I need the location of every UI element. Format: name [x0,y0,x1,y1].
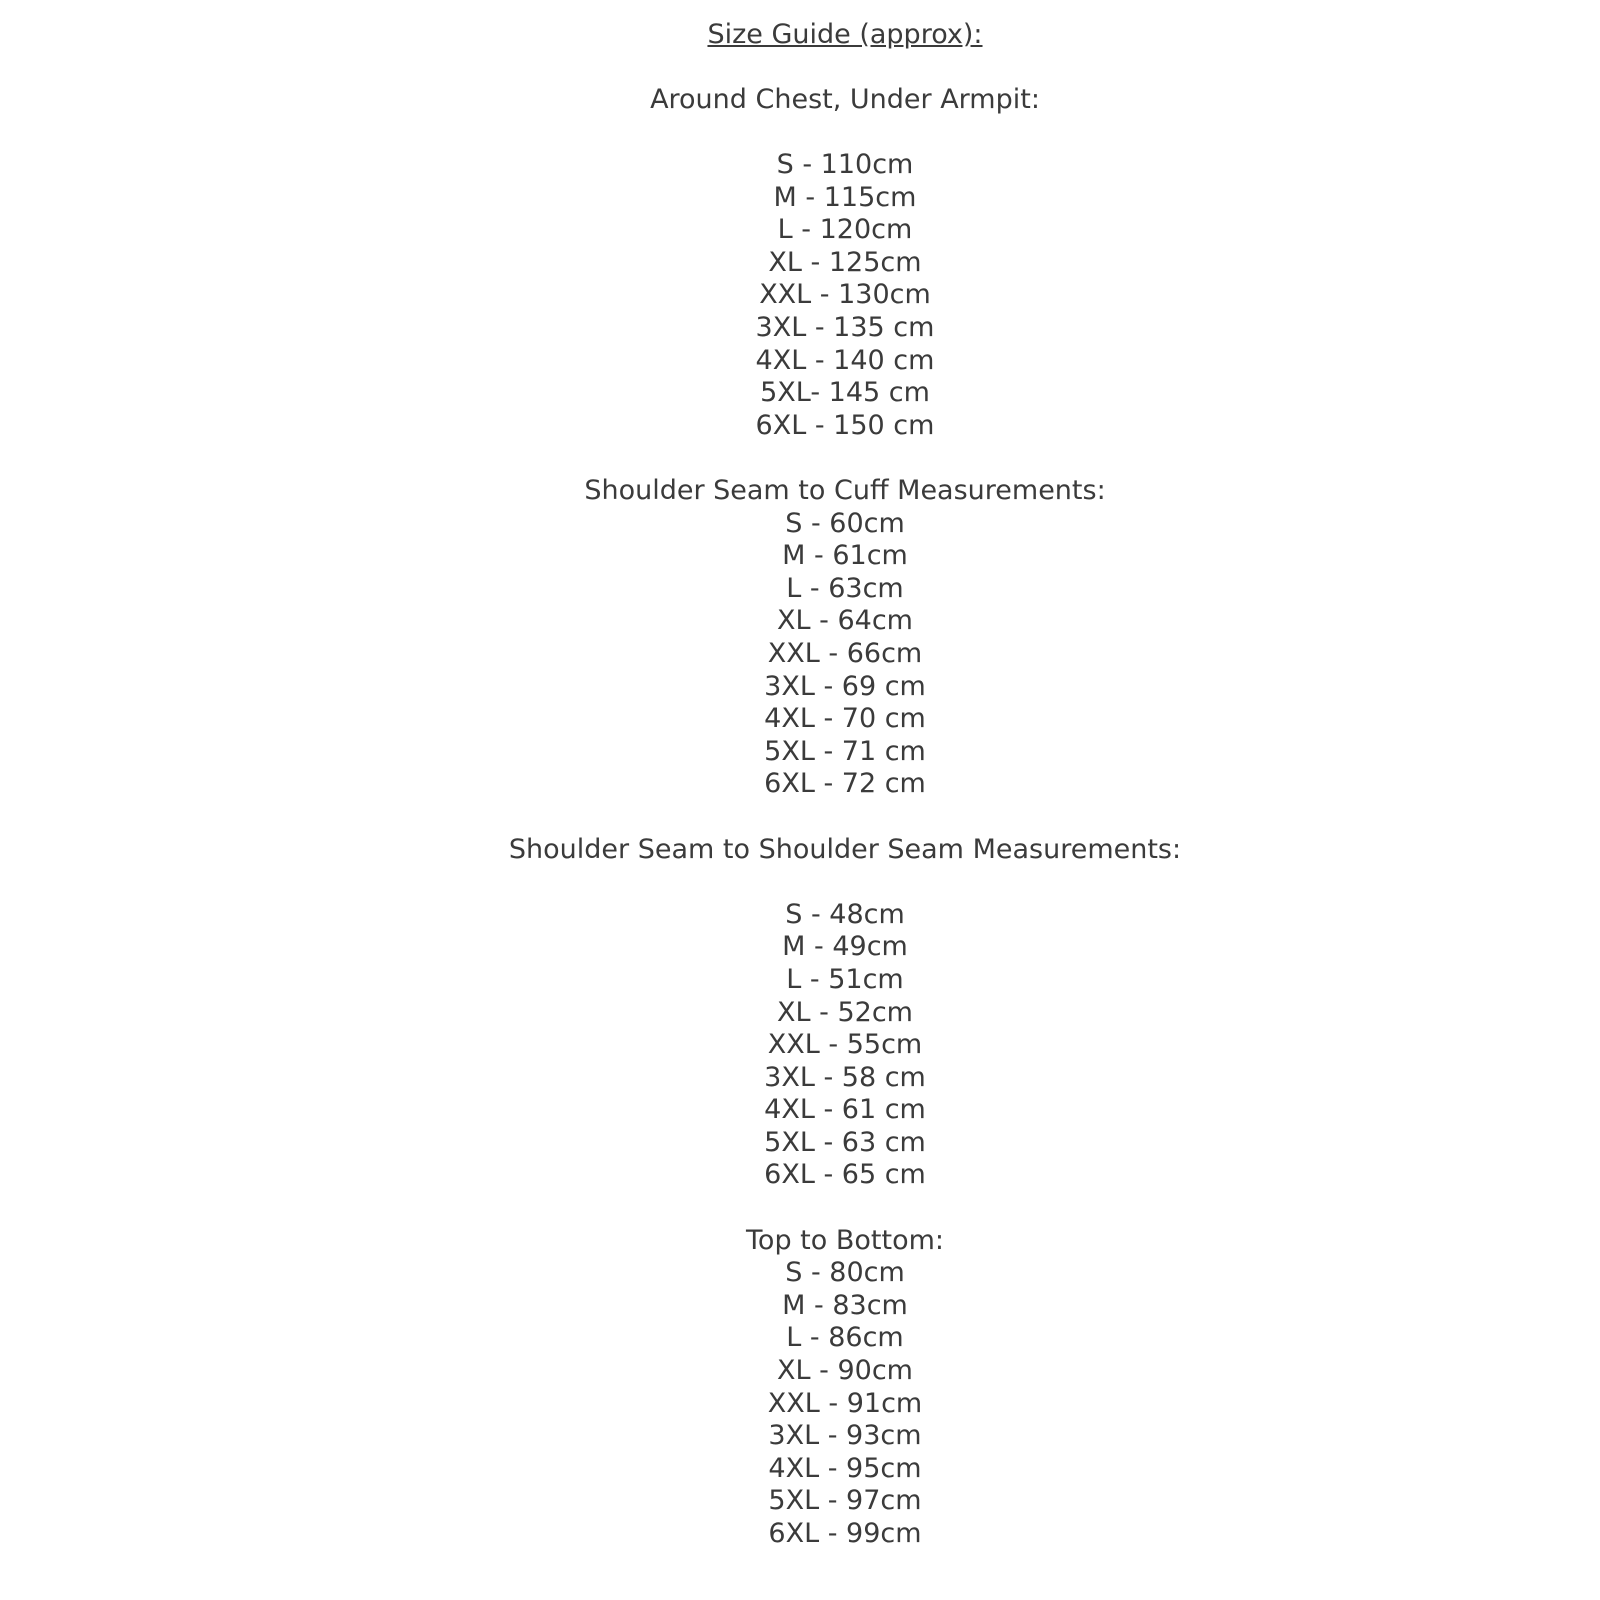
size-row: 4XL - 140 cm [755,344,935,376]
size-row: 6XL - 72 cm [764,768,926,800]
size-row: S - 80cm [785,1257,905,1289]
size-row: L - 51cm [786,963,904,995]
size-row: XL - 64cm [777,605,913,637]
size-section [90,834,1600,1193]
size-row: 5XL - 71 cm [764,735,926,767]
size-row: M - 115cm [773,181,917,213]
size-row: XXL - 66cm [767,637,923,669]
size-row: 4XL - 70 cm [764,703,926,735]
size-row: 4XL - 61 cm [764,1094,926,1126]
size-row: S - 48cm [785,898,905,930]
size-row: 6XL - 99cm [768,1518,922,1549]
size-row: XL - 90cm [777,1355,913,1387]
page-title: Size Guide (approx): [707,18,983,50]
section-header: Around Chest, Under Armpit: [650,83,1040,115]
size-row: XXL - 55cm [767,1029,923,1061]
size-row: XXL - 91cm [767,1387,923,1419]
size-row: 3XL - 135 cm [755,312,935,344]
size-row: 6XL - 65 cm [764,1159,926,1191]
section-header: Shoulder Seam to Cuff Measurements: [584,475,1106,506]
size-row: 5XL - 63 cm [764,1126,926,1158]
size-row: M - 83cm [782,1289,908,1321]
size-row: XXL - 130cm [759,279,931,311]
size-row: 3XL - 58 cm [764,1061,926,1093]
size-row: 5XL- 145 cm [760,377,930,409]
size-row: 3XL - 93cm [768,1420,922,1452]
size-sections-container [90,84,1600,1551]
size-row: XL - 125cm [768,246,922,278]
size-row: L - 63cm [786,572,904,604]
size-section [90,1225,1600,1551]
size-row: 3XL - 69 cm [764,670,926,702]
section-header: Top to Bottom: [746,1224,944,1256]
size-row: 4XL - 95cm [768,1452,922,1484]
size-section [90,84,1600,443]
size-row: S - 110cm [776,149,914,181]
section-header: Shoulder Seam to Shoulder Seam Measurements: [508,833,1182,865]
size-row: 5XL - 97cm [768,1485,922,1517]
size-row: M - 61cm [782,540,908,572]
size-row: 6XL - 150 cm [755,409,935,441]
size-row: XL - 52cm [777,996,913,1028]
size-row: S - 60cm [785,507,905,539]
size-row: L - 86cm [786,1322,904,1354]
size-section [90,475,1600,801]
size-row: M - 49cm [782,931,908,963]
size-row: L - 120cm [777,214,913,246]
